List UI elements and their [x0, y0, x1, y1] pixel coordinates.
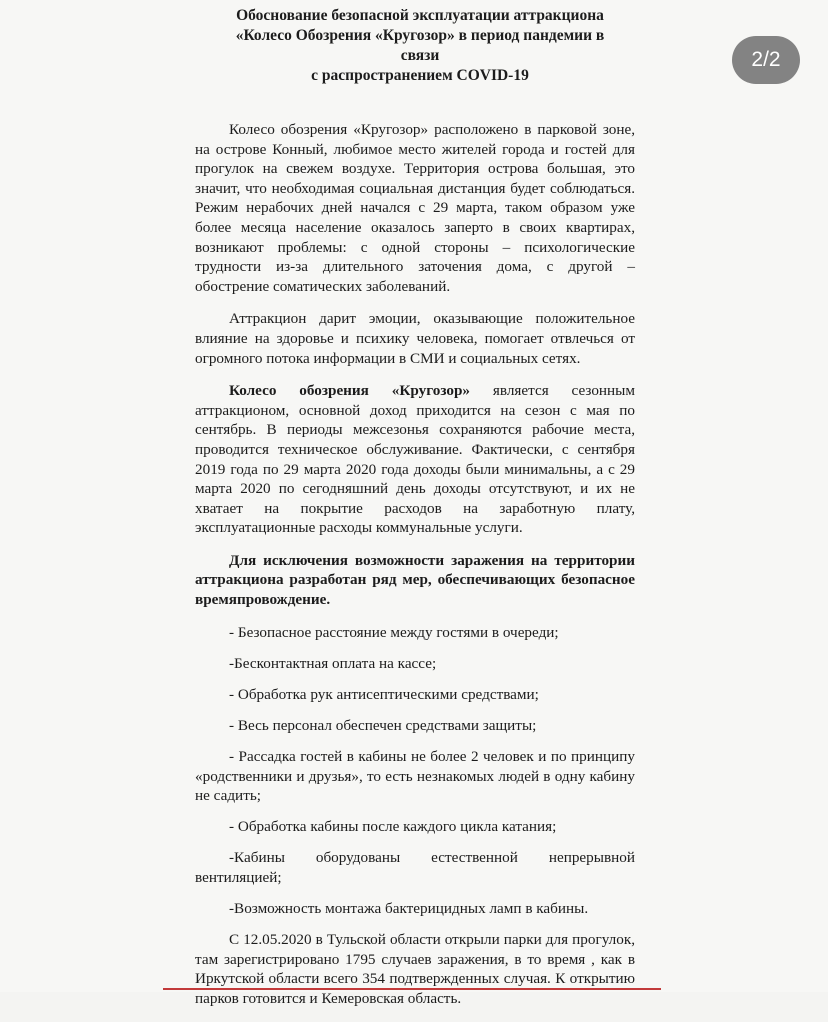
paragraph-emotions: Аттракцион дарит эмоции, оказывающие положительное влияние на здоровье и психику человека, помогает отвлечься от огромного потока информации в СМИ и социальных сетях. [195, 310, 635, 367]
page-counter-badge: 2/2 [732, 36, 800, 84]
list-item: - Обработка кабины после каждого цикла катания; [229, 818, 557, 836]
list-item: -Возможность монтажа бактерицидных ламп в кабины. [229, 900, 589, 918]
paragraph-location: Колесо обозрения «Кругозор» расположено в парковой зоне, на острове Конный, любимое место жителей города и гостей для прогулок на свежем воздухе. Территория острова большая, это значит, что необходимая социальная дистанция будет соблюдаться. Режим нерабочих дней начался с 29 марта, таком образом уже более месяца население оказалось заперто в своих квартирах, возникают проблемы: с одной стороны – психологические трудности из-за длительного заточения дома, с другой – обострение соматических заболеваний. [195, 121, 635, 295]
paragraph-regions: С 12.05.2020 в Тульской области открыли парки для прогулок, там зарегистрировано 1795 случаев заражения, в то время , как в Иркутской области всего 354 подтвержденных случая. К открытию парков готовится и Кемеровская область. [195, 931, 635, 1007]
red-underline [163, 988, 661, 990]
list-item: - Обработка рук антисептическими средствами; [229, 685, 539, 703]
list-item: -Кабины оборудованы естественной непрерывной вентиляцией; [195, 849, 635, 886]
paragraph-seasonal-bold: Колесо обозрения «Кругозор» [229, 382, 470, 400]
title-line-1: Обоснование безопасной эксплуатации аттракциона [236, 7, 604, 24]
measures-list [195, 623, 635, 919]
list-item: - Безопасное расстояние между гостями в очереди; [229, 623, 559, 641]
measures-heading: Для исключения возможности заражения на территории аттракциона разработан ряд мер, обеспечивающих безопасное времяпровождение. [195, 551, 635, 609]
title-line-4: с распространением COVID-19 [311, 67, 529, 84]
title-line-3: связи [400, 47, 440, 64]
list-item: -Бесконтактная оплата на кассе; [229, 654, 437, 672]
list-item: - Весь персонал обеспечен средствами защиты; [229, 716, 537, 734]
title-line-2: «Колесо Обозрения «Кругозор» в период пандемии в [235, 27, 605, 44]
document-title [190, 6, 650, 86]
paragraph-seasonal-text: является сезонным аттракционом, основной доход приходится на сезон с мая по сентябрь. В периоды межсезонья сохраняются рабочие места, проводится техническое обслуживание. Фактически, с сентября 2019 года по 29 марта 2020 года доходы были минимальны, а с 29 марта 2020 по сегодняшний день доходы отсутствуют, и их не хватает на покрытие расходов на заработную плату, эксплуатационные расходы коммунальные услуги. [195, 382, 635, 537]
paragraph-seasonal [195, 381, 635, 538]
document-body [195, 120, 635, 1022]
list-item: - Рассадка гостей в кабины не более 2 человек и по принципу «родственники и друзья», то есть незнакомых людей в одну кабину не садить; [195, 748, 635, 805]
